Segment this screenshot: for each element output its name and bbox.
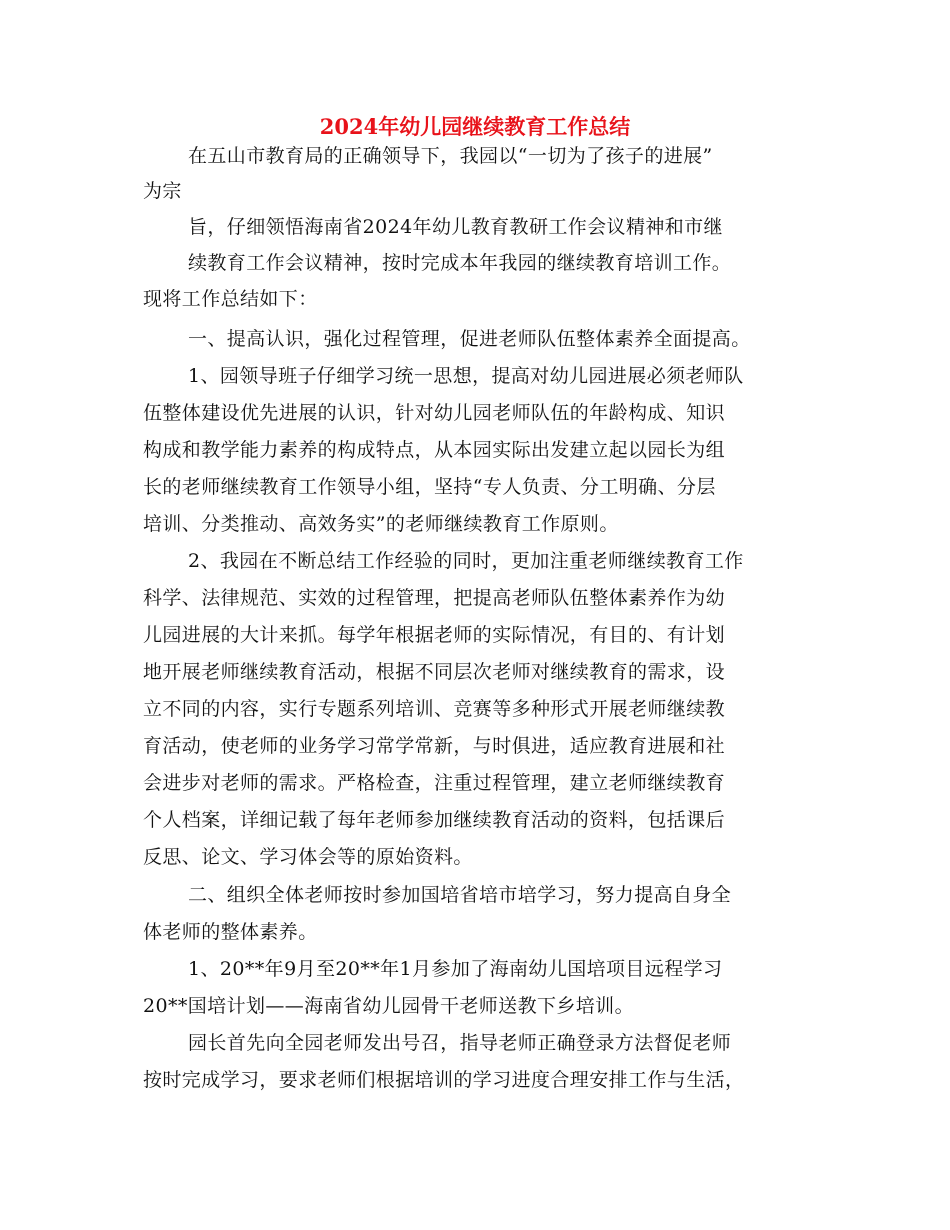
paragraph-line: 立不同的内容，实行专题系列培训、竞赛等多种形式开展老师继续教	[143, 698, 726, 720]
paragraph-line: 20**国培计划——海南省幼儿园骨干老师送教下乡培训。	[143, 995, 634, 1017]
paragraph-line: 续教育工作会议精神，按时完成本年我园的继续教育培训工作。	[188, 252, 732, 274]
paragraph-line: 反思、论文、学习体会等的原始资料。	[143, 846, 473, 868]
paragraph-line: 体老师的整体素养。	[143, 921, 318, 943]
paragraph-line: 1、园领导班子仔细学习统一思想，提高对幼儿园进展必须老师队	[188, 365, 744, 387]
paragraph-line: 构成和教学能力素养的构成特点，从本园实际出发建立起以园长为组	[143, 439, 726, 461]
paragraph-line: 长的老师继续教育工作领导小组，坚持“专人负责、分工明确、分层	[143, 476, 716, 498]
paragraph-line: 1、20**年9月至20**年1月参加了海南幼儿国培项目远程学习	[188, 958, 723, 980]
paragraph-line: 个人档案，详细记载了每年老师参加继续教育活动的资料，包括课后	[143, 809, 726, 831]
paragraph-line: 会进步对老师的需求。严格检查，注重过程管理，建立老师继续教育	[143, 772, 726, 794]
paragraph-line: 培训、分类推动、高效务实”的老师继续教育工作原则。	[143, 513, 619, 535]
paragraph-line: 二、组织全体老师按时参加国培省培市培学习，努力提高自身全	[188, 884, 732, 906]
paragraph-line: 一、提高认识，强化过程管理，促进老师队伍整体素养全面提高。	[188, 328, 751, 350]
paragraph-line: 地开展老师继续教育活动，根据不同层次老师对继续教育的需求，设	[143, 661, 726, 683]
paragraph-line: 按时完成学习，要求老师们根据培训的学习进度合理安排工作与生活，	[143, 1069, 745, 1091]
paragraph-line: 2、我园在不断总结工作经验的同时，更加注重老师继续教育工作	[188, 550, 744, 572]
paragraph-line: 儿园进展的大计来抓。每学年根据老师的实际情况，有目的、有计划	[143, 624, 726, 646]
paragraph-line: 为宗	[143, 180, 182, 202]
paragraph-line: 在五山市教育局的正确领导下，我园以“一切为了孩子的进展”	[188, 145, 713, 167]
paragraph-line: 现将工作总结如下：	[143, 288, 318, 310]
document-title: 2024年幼儿园继续教育工作总结	[319, 114, 631, 139]
paragraph-line: 园长首先向全园老师发出号召，指导老师正确登录方法督促老师	[188, 1032, 732, 1054]
paragraph-line: 伍整体建设优先进展的认识，针对幼儿园老师队伍的年龄构成、知识	[143, 402, 726, 424]
paragraph-line: 旨，仔细领悟海南省2024年幼儿教育教研工作会议精神和市继	[188, 216, 723, 238]
paragraph-line: 科学、法律规范、实效的过程管理，把提高老师队伍整体素养作为幼	[143, 587, 726, 609]
paragraph-line: 育活动，使老师的业务学习常学常新，与时俱进，适应教育进展和社	[143, 735, 726, 757]
